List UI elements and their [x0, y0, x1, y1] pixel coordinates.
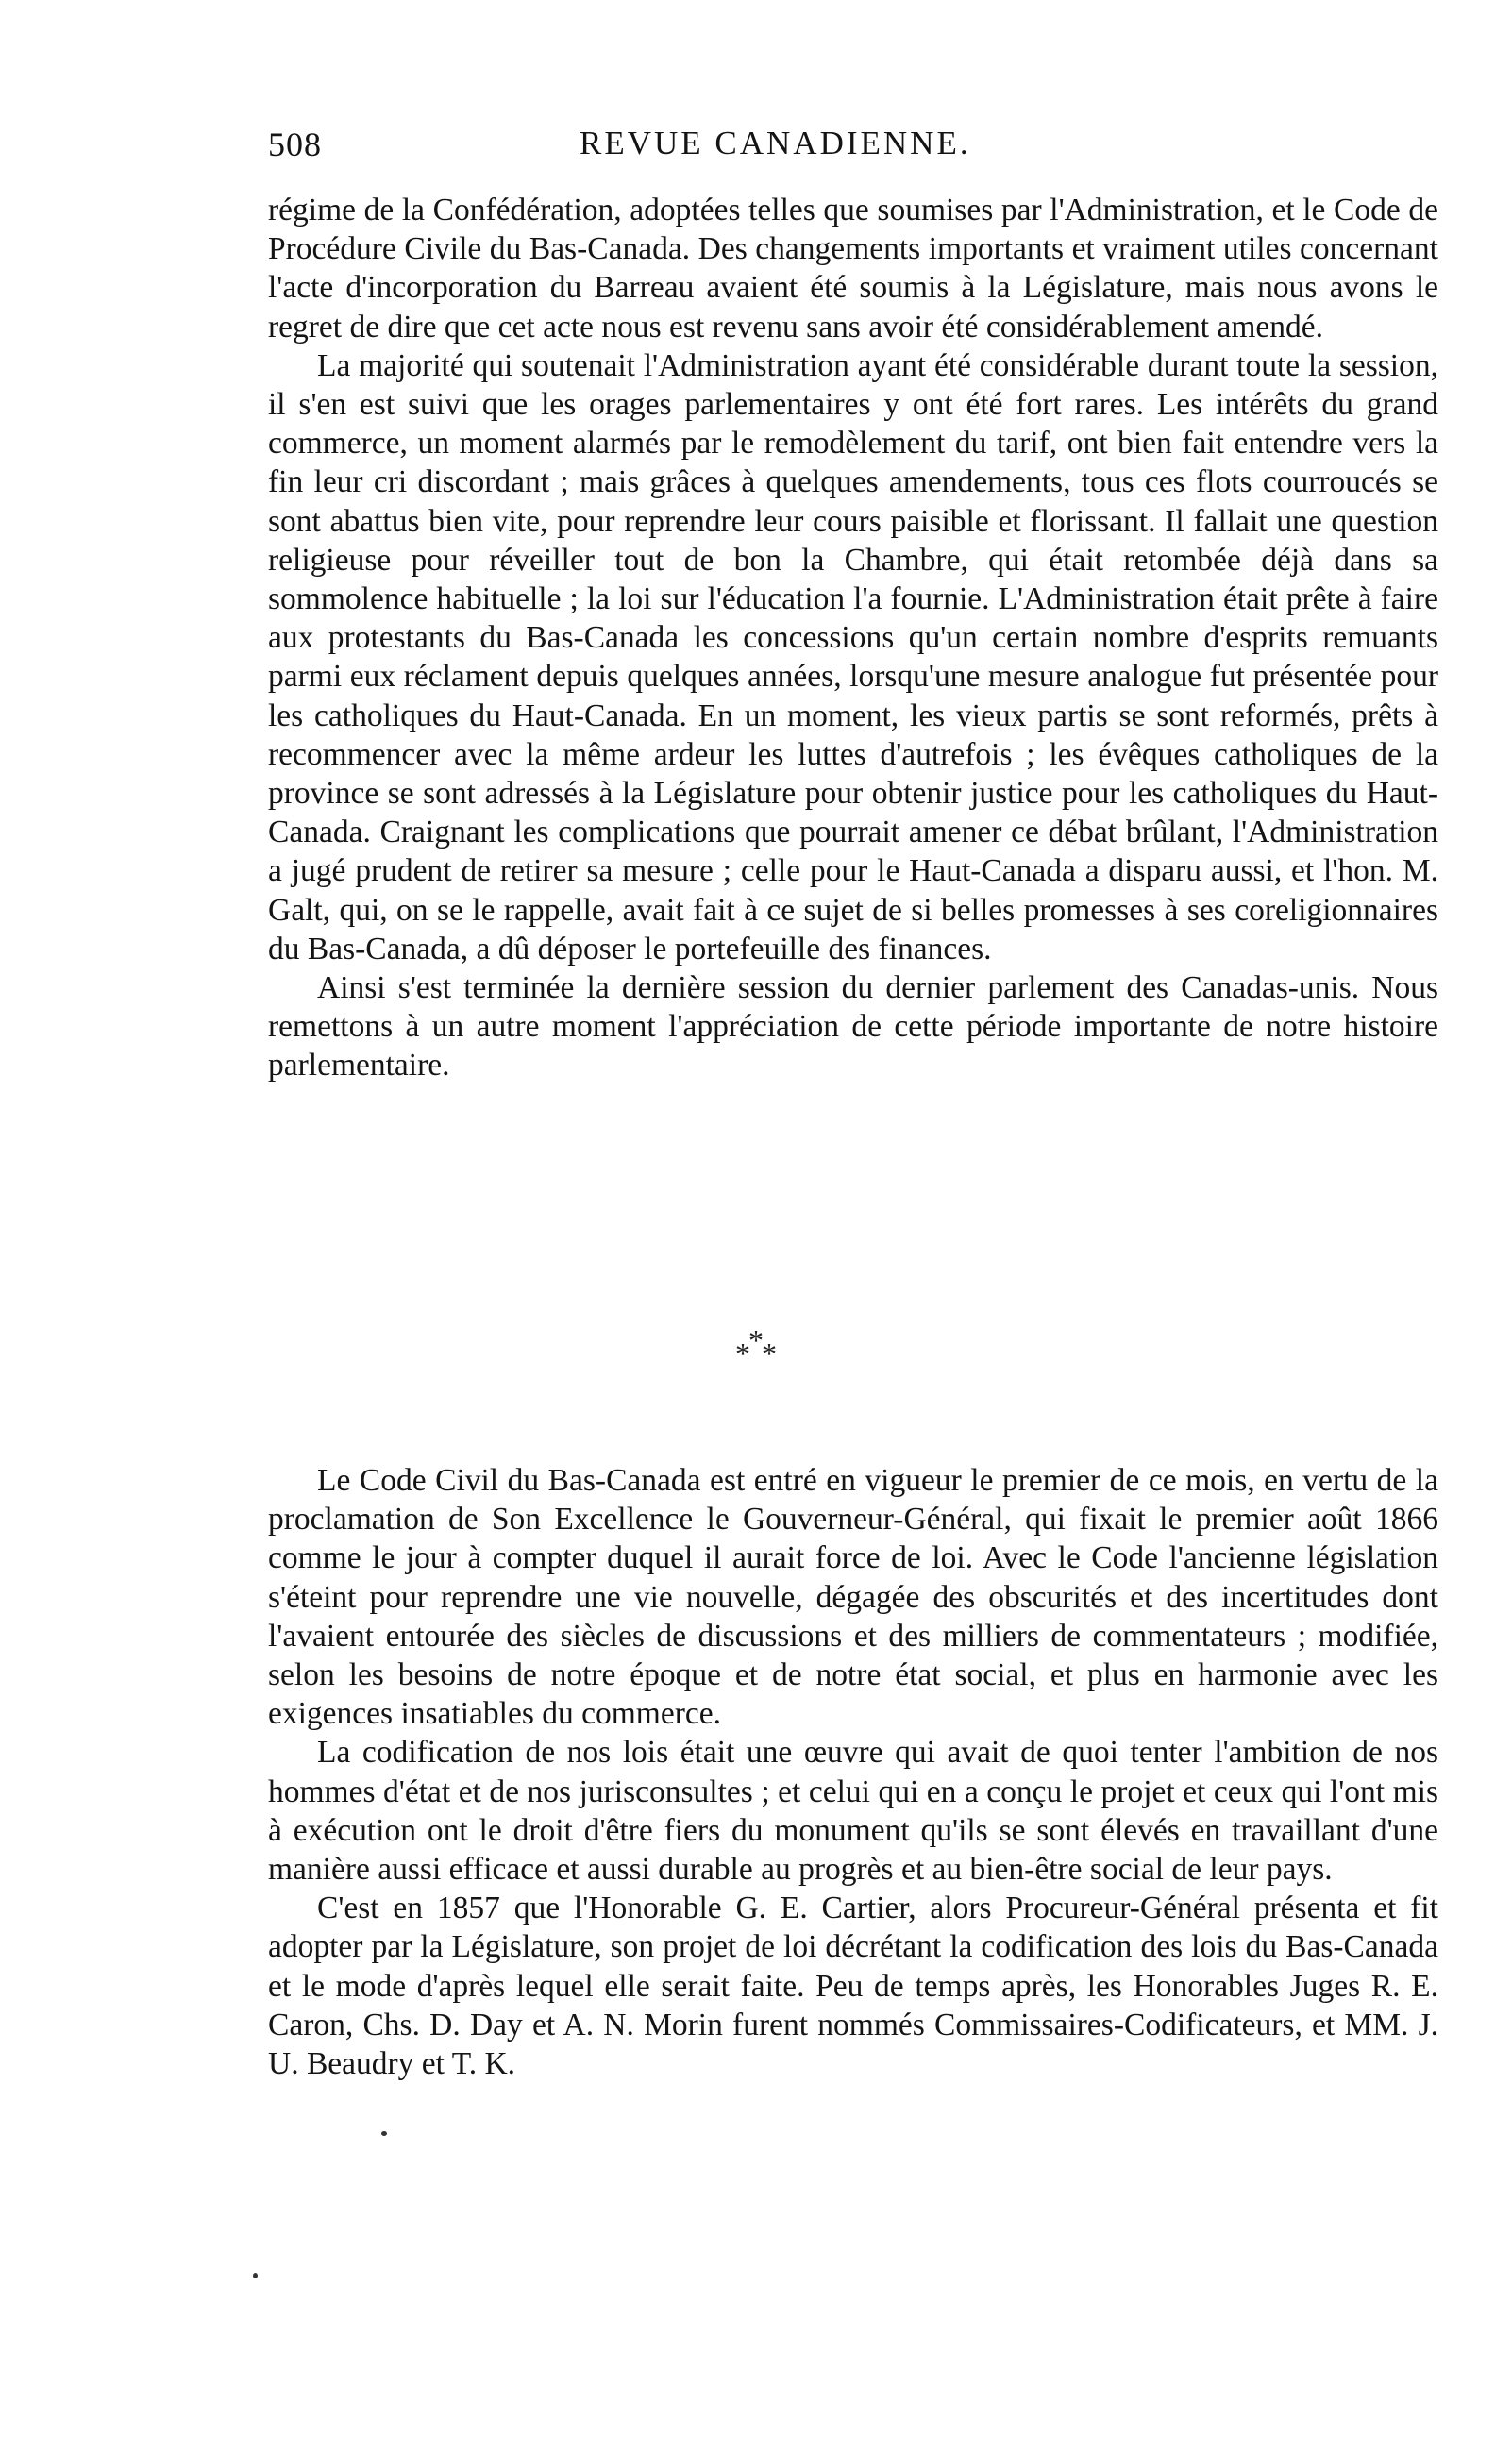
asterism-star-top: *: [748, 1323, 764, 1357]
paragraph-session-summary: La majorité qui soutenait l'Administration ayant été considérable durant toute la session, il s'en est suivi que les orages parlementaires y ont été fort rares. Les intérêts du grand commerce, un moment alarmés par le remodèlement du tarif, ont bien fait entendre vers la fin leur cri discordant ; mais grâces à quelques amendements, tous ces flots courroucés se sont abattus bien vite, pour reprendre leur cours paisible et florissant. Il fallait une question religieuse pour réveiller tout de bon la Chambre, qui était retombée déjà dans sa sommolence habituelle ; la loi sur l'éducation l'a fournie. L'Administration était prête à faire aux protestants du Bas-Canada les concessions qu'un certain nombre d'esprits remuants parmi eux réclament depuis quelques années, lorsqu'une mesure analogue fut présentée pour les catholiques du Haut-Canada. En un moment, les vieux partis se sont reformés, prêts à recommencer avec la même ardeur les luttes d'autrefois ; les évêques catholiques de la province se sont adressés à la Législature pour obtenir justice pour les catholiques du Haut-Canada. Craignant les complications que pourrait amener ce débat brûlant, l'Administration a jugé prudent de retirer sa mesure ; celle pour le Haut-Canada a disparu aussi, et l'hon. M. Galt, qui, on se le rappelle, avait fait à ce sujet de si belles promesses à ses coreligionnaires du Bas-Canada, a dû déposer le portefeuille des finances.: [268, 347, 1438, 966]
section-separator-asterism: [0, 1323, 1512, 1370]
journal-title: REVUE CANADIENNE.: [580, 125, 971, 161]
asterism-star-left: *: [735, 1336, 750, 1370]
paragraph-cartier: C'est en 1857 que l'Honorable G. E. Cartier, alors Procureur-Général présenta et fit adopter par la Législature, son projet de loi décrétant la codification des lois du Bas-Canada et le mode d'après lequel elle serait faite. Peu de temps après, les Honorables Juges R. E. Caron, Chs. D. Day et A. N. Morin furent nommés Commissaires-Codificateurs, et MM. J. U. Beaudry et T. K.: [268, 1891, 1438, 2082]
print-speck: [253, 2273, 258, 2278]
article-text-part-two: [268, 1461, 1438, 2083]
paragraph-civil-code: Le Code Civil du Bas-Canada est entré en vigueur le premier de ce mois, en vertu de la proclamation de Son Excellence le Gouverneur-Général, qui fixait le premier août 1866 comme le jour à compter duquel il aurait force de loi. Avec le Code l'ancienne législation s'éteint pour reprendre une vie nouvelle, dégagée des obscurités et des incertitudes dont l'avaient entourée des siècles de discussions et des milliers de commentateurs ; modifiée, selon les besoins de notre époque et de notre état social, et plus en harmonie avec les exigences insatiables du commerce.: [268, 1463, 1438, 1732]
paragraph-continued: régime de la Confédération, adoptées telles que soumises par l'Administration, et le Code de Procédure Civile du Bas-Canada. Des changements importants et vraiment utiles concernant l'acte d'incorporation du Barreau avaient été soumis à la Législature, mais nous avons le regret de dire que cet acte nous est revenu sans avoir été considérablement amendé.: [268, 193, 1438, 345]
running-head: [268, 125, 1438, 172]
print-speck: [381, 2131, 387, 2136]
page-number: 508: [268, 126, 322, 163]
paragraph-session-end: Ainsi s'est terminée la dernière session du dernier parlement des Canadas-unis. Nous remettons à un autre moment l'appréciation de cette période importante de notre histoire parlementaire.: [268, 970, 1438, 1084]
article-text-part-one: [268, 191, 1438, 1085]
paragraph-codification: La codification de nos lois était une œuvre qui avait de quoi tenter l'ambition de nos hommes d'état et de nos jurisconsultes ; et celui qui en a conçu le projet et ceux qui l'ont mis à exécution ont le droit d'être fiers du monument qu'ils se sont élevés en travaillant d'une manière aussi efficace et aussi durable au progrès et au bien-être social de leur pays.: [268, 1735, 1438, 1888]
asterism-star-right: *: [762, 1336, 777, 1370]
